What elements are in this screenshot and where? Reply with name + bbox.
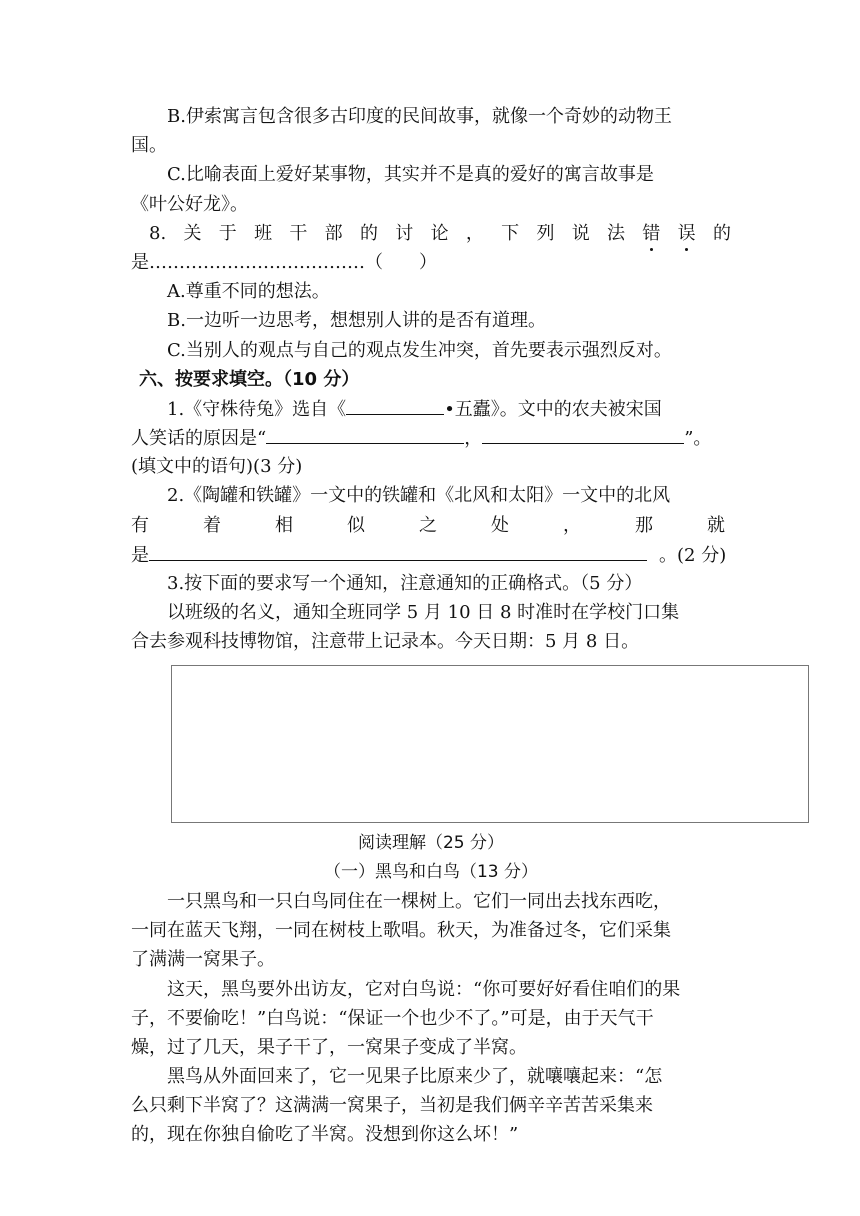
- q8-char: 讨: [395, 222, 414, 244]
- s6-q2-line2: [131, 511, 731, 540]
- s6-q3-line2: 以班级的名义，通知全班同学 5 月 10 日 8 时准时在学校门口集: [167, 602, 680, 624]
- passage-p3-line1: 黑鸟从外面回来了，它一见果子比原来少了，就嚷嚷起来：“怎: [167, 1066, 663, 1088]
- q8-stem-line1: [131, 219, 731, 248]
- s6-q1-blank-2[interactable]: [482, 423, 684, 444]
- s6-q2-char: ，: [563, 514, 581, 536]
- s6-q2-text-b: 。(2 分): [659, 544, 727, 566]
- q8-stem-line2: 是………………………………（ ）: [131, 251, 437, 273]
- s6-q3-line1: 3.按下面的要求写一个通知，注意通知的正确格式。（5 分）: [167, 573, 643, 594]
- s6-q1-blank-book[interactable]: [346, 394, 444, 415]
- s6-q2-blank[interactable]: [149, 540, 647, 561]
- q8-char: 下: [501, 222, 520, 244]
- s6-q2-line1: 2.《陶罐和铁罐》一文中的铁罐和《北风和太阳》一文中的北风: [167, 485, 671, 507]
- q7-option-b-line1: B.伊索寓言包含很多古印度的民间故事，就像一个奇妙的动物王: [167, 106, 672, 127]
- q7-option-c-line1: C.比喻表面上爱好某事物，其实并不是真的爱好的寓言故事是: [167, 164, 654, 186]
- q8-char: 8.: [149, 222, 167, 244]
- q8-char: 干: [289, 222, 308, 244]
- q7-option-b-line2: 国。: [131, 135, 167, 157]
- q8-option-c: C.当别人的观点与自己的观点发生冲突，首先要表示强烈反对。: [167, 339, 672, 361]
- s6-q2-char: 有: [131, 514, 149, 536]
- q8-char: 班: [254, 222, 273, 244]
- s6-q1-blank-1[interactable]: [266, 423, 464, 444]
- s6-q2-char: 似: [347, 514, 365, 536]
- passage-p3-line2: 么只剩下半窝了？这满满一窝果子，当初是我们俩辛辛苦苦采集来: [131, 1095, 653, 1117]
- s6-q1-text-e: ”。: [684, 428, 712, 450]
- passage-p2-line1: 这天，黑鸟要外出访友，它对白鸟说：“你可要好好看住咱们的果: [167, 978, 681, 1000]
- s6-q2-char: 那: [635, 514, 653, 536]
- s6-q2-char: 处: [491, 514, 509, 536]
- s6-q2-char: 着: [203, 514, 221, 536]
- q8-char: ，: [465, 222, 484, 244]
- passage-title: （一）黑鸟和白鸟（13 分）: [323, 861, 539, 882]
- section6-heading: 六、按要求填空。（10 分）: [139, 368, 360, 390]
- s6-q2-char: 之: [419, 514, 437, 536]
- passage-p1-line1: 一只黑鸟和一只白鸟同住在一棵树上。它们一同出去找东西吃，: [167, 890, 671, 912]
- q8-emphasis-char: 误: [678, 219, 696, 248]
- q8-option-a: A.尊重不同的想法。: [167, 281, 330, 303]
- s6-q1-text-b: •五蠹》。文中的农夫被宋国: [444, 398, 662, 420]
- q8-char: 关: [183, 222, 202, 244]
- reading-heading: 阅读理解（25 分）: [357, 832, 505, 853]
- notice-answer-box[interactable]: [171, 665, 809, 823]
- s6-q2-char: 相: [275, 514, 293, 536]
- q8-option-b: B.一边听一边思考，想想别人讲的是否有道理。: [167, 310, 546, 332]
- s6-q1-text-a: 1.《守株待兔》选自《: [167, 398, 347, 420]
- q8-char: 列: [536, 222, 555, 244]
- s6-q1-text-d: ，: [464, 428, 483, 450]
- q8-char: 于: [218, 222, 237, 244]
- q8-char: 部: [324, 222, 343, 244]
- q7-option-c-line2: 《叶公好龙》。: [131, 193, 248, 215]
- s6-q1-line3: (填文中的语句)(3 分): [131, 456, 303, 478]
- q8-char: 的: [359, 222, 378, 244]
- s6-q2-char: 就: [707, 514, 725, 536]
- s6-q2-text-a: 是: [131, 544, 149, 566]
- passage-p1-line2: 一同在蓝天飞翔，一同在树枝上歌唱。秋天，为准备过冬，它们采集: [131, 920, 671, 942]
- q8-emphasis-char: 错: [642, 219, 660, 248]
- exam-page: [131, 102, 731, 1150]
- s6-q1-line2: [131, 423, 731, 452]
- s6-q3-line3: 合去参观科技博物馆，注意带上记录本。今天日期：5 月 8 日。: [131, 631, 640, 653]
- q8-char: 的: [712, 222, 731, 244]
- passage-p3-line3: 的，现在你独自偷吃了半窝。没想到你这么坏！”: [131, 1124, 519, 1146]
- s6-q1-text-c: 人笑话的原因是“: [131, 428, 267, 450]
- s6-q2-line3: [131, 540, 731, 569]
- passage-p1-line3: 了满满一窝果子。: [131, 949, 275, 971]
- q8-char: 论: [430, 222, 449, 244]
- q8-char: 说: [571, 222, 590, 244]
- passage-p2-line2: 子，不要偷吃！”白鸟说：“保证一个也少不了。”可是，由于天气干: [131, 1007, 654, 1029]
- s6-q1-line1: [131, 394, 731, 423]
- passage-p2-line3: 燥，过了几天，果子干了，一窝果子变成了半窝。: [131, 1036, 527, 1058]
- q8-char: 法: [607, 222, 626, 244]
